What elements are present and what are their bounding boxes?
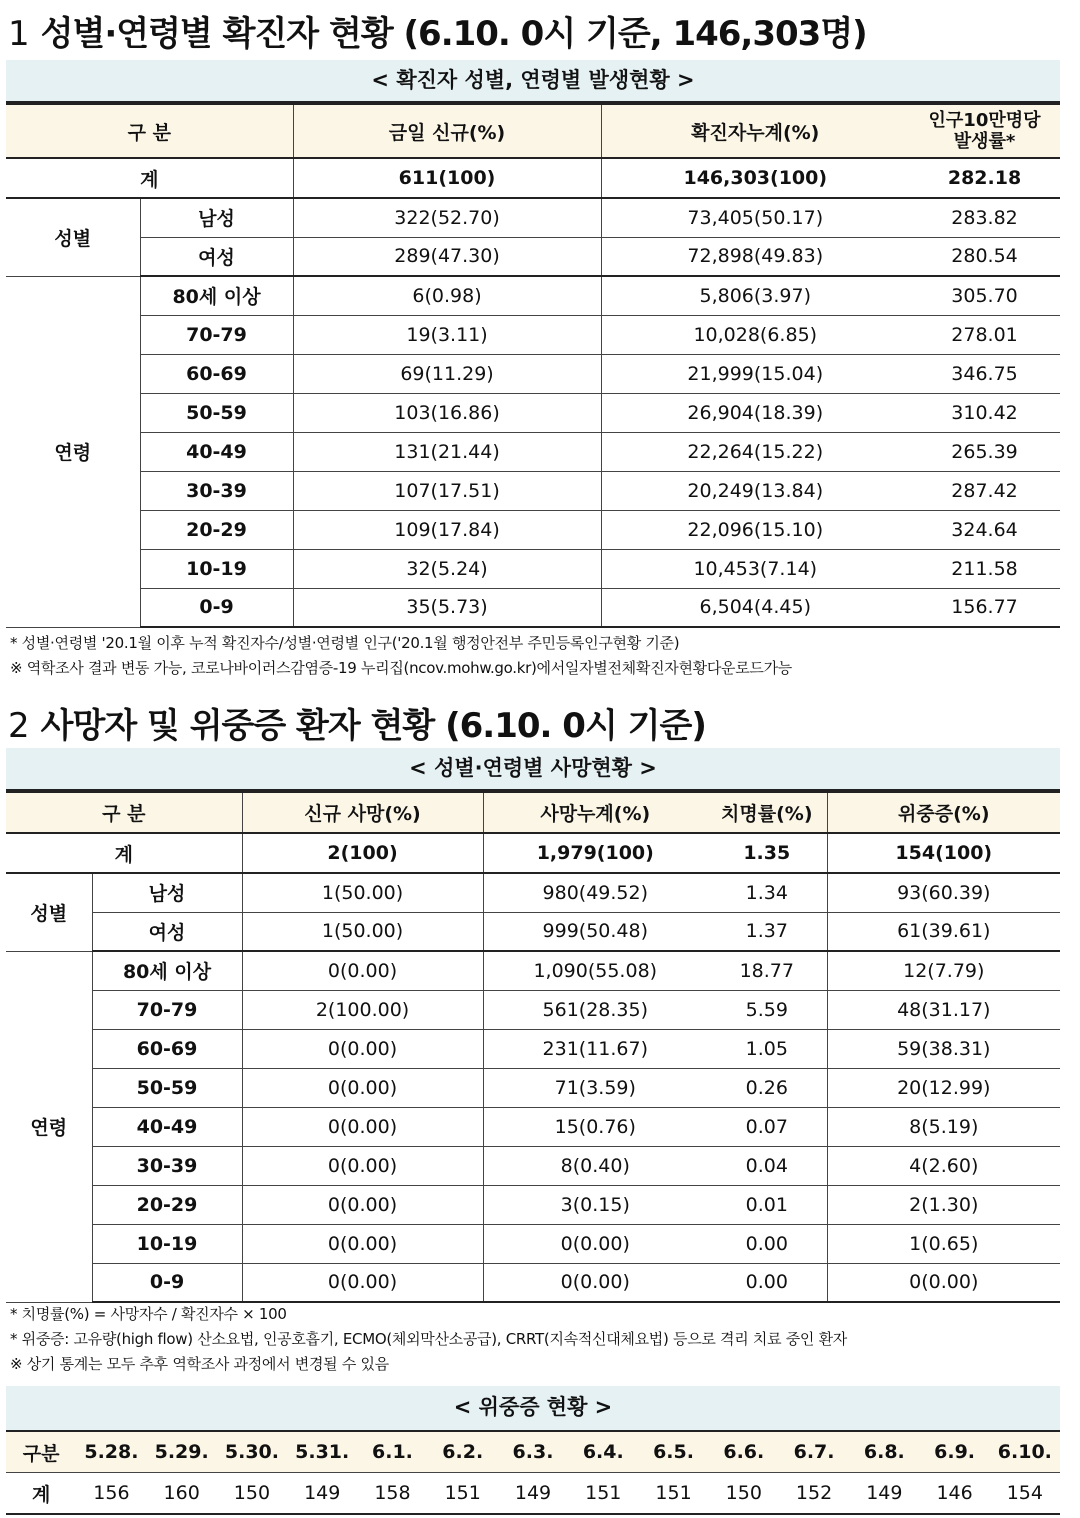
cell-new-death: 0(0.00) bbox=[242, 1068, 483, 1107]
cell-rate: 156.77 bbox=[909, 588, 1060, 627]
trend-date-cell: 6.7. bbox=[779, 1431, 849, 1473]
table-row bbox=[6, 1146, 1060, 1185]
table-row bbox=[6, 588, 1060, 627]
row-label: 20-29 bbox=[92, 1185, 242, 1224]
row-label: 50-59 bbox=[140, 393, 293, 432]
row-label: 남성 bbox=[92, 873, 242, 912]
trend-value-cell: 151 bbox=[568, 1473, 638, 1515]
cell-critical: 1(0.65) bbox=[827, 1224, 1060, 1263]
age-group-label: 연령 bbox=[6, 951, 92, 1302]
cell-new: 6(0.98) bbox=[293, 276, 601, 315]
row-label: 60-69 bbox=[140, 354, 293, 393]
cell-cumulative: 26,904(18.39) bbox=[601, 393, 909, 432]
trend-value-cell: 151 bbox=[428, 1473, 498, 1515]
total-label: 계 bbox=[6, 833, 242, 873]
row-label: 10-19 bbox=[92, 1224, 242, 1263]
note: * 성별·연령별 '20.1월 이후 누적 확진자수/성별·연령별 인구('20.1월 행정안전부 주민등록인구현황 기준) bbox=[10, 634, 680, 652]
table-row bbox=[6, 510, 1060, 549]
cell-cum-death: 0(0.00) bbox=[483, 1263, 707, 1302]
cell-cumulative: 22,264(15.22) bbox=[601, 432, 909, 471]
table-row bbox=[6, 471, 1060, 510]
row-label: 60-69 bbox=[92, 1029, 242, 1068]
cell-cumulative: 10,453(7.14) bbox=[601, 549, 909, 588]
total-label: 계 bbox=[6, 158, 293, 198]
cell-new-death: 0(0.00) bbox=[242, 1029, 483, 1068]
section2-caption: < 성별·연령별 사망현황 > bbox=[6, 748, 1060, 791]
trend-date-cell: 6.8. bbox=[849, 1431, 919, 1473]
section2-title bbox=[8, 698, 706, 747]
total-cumulative: 146,303(100) bbox=[601, 158, 909, 198]
note: ※ 역학조사 결과 변동 가능, 코로나바이러스감염증-19 누리집(ncov.mohw.go.kr)에서일자별전체확진자현황다운로드가능 bbox=[10, 659, 792, 677]
cell-cumulative: 6,504(4.45) bbox=[601, 588, 909, 627]
age-group-label: 연령 bbox=[6, 276, 140, 627]
trend-date-cell: 6.5. bbox=[638, 1431, 708, 1473]
trend-date-cell: 6.10. bbox=[990, 1431, 1060, 1473]
critical-trend-caption: < 위중증 현황 > bbox=[6, 1386, 1060, 1430]
trend-date-cell: 6.4. bbox=[568, 1431, 638, 1473]
cell-fatality: 18.77 bbox=[707, 951, 827, 990]
note: * 치명률(%) = 사망자수 / 확진자수 × 100 bbox=[10, 1305, 287, 1323]
section2-heading: 사망자 및 위중증 환자 현황 (6.10. 0시 기준) bbox=[40, 706, 706, 746]
cell-rate: 265.39 bbox=[909, 432, 1060, 471]
table1-total-row bbox=[6, 158, 1060, 198]
row-label: 남성 bbox=[140, 198, 293, 237]
table-row bbox=[6, 1224, 1060, 1263]
total-new: 611(100) bbox=[293, 158, 601, 198]
cell-cumulative: 22,096(15.10) bbox=[601, 510, 909, 549]
cell-rate: 305.70 bbox=[909, 276, 1060, 315]
table-row bbox=[6, 549, 1060, 588]
cell-fatality: 1.37 bbox=[707, 912, 827, 951]
table-row bbox=[6, 432, 1060, 471]
cell-rate: 211.58 bbox=[909, 549, 1060, 588]
trend-value-cell: 149 bbox=[498, 1473, 568, 1515]
cell-fatality: 0.00 bbox=[707, 1224, 827, 1263]
section1-number: 1 bbox=[8, 14, 29, 54]
header-fatality: 치명률(%) bbox=[707, 792, 827, 833]
cell-new-death: 0(0.00) bbox=[242, 1185, 483, 1224]
trend-value-cell: 160 bbox=[147, 1473, 217, 1515]
total-critical: 154(100) bbox=[827, 833, 1060, 873]
header-new: 금일 신규(%) bbox=[293, 104, 601, 158]
table-row bbox=[6, 1107, 1060, 1146]
header-rate bbox=[909, 104, 1060, 158]
total-rate: 282.18 bbox=[909, 158, 1060, 198]
sex-group-label: 성별 bbox=[6, 873, 92, 951]
table-row bbox=[6, 276, 1060, 315]
table-row bbox=[6, 1068, 1060, 1107]
cell-new-death: 0(0.00) bbox=[242, 1107, 483, 1146]
trend-value-cell: 146 bbox=[919, 1473, 989, 1515]
table2-header-row bbox=[6, 792, 1060, 833]
cell-cum-death: 71(3.59) bbox=[483, 1068, 707, 1107]
table-row bbox=[6, 990, 1060, 1029]
header-cumulative: 확진자누계(%) bbox=[601, 104, 909, 158]
row-label: 70-79 bbox=[140, 315, 293, 354]
cell-cum-death: 0(0.00) bbox=[483, 1224, 707, 1263]
note: * 위중증: 고유량(high flow) 산소요법, 인공호흡기, ECMO(체외막산소공급), CRRT(지속적신대체요법) 등으로 격리 치료 중인 환자 bbox=[10, 1330, 847, 1348]
table-row bbox=[6, 315, 1060, 354]
sex-group-label: 성별 bbox=[6, 198, 140, 276]
cell-new: 322(52.70) bbox=[293, 198, 601, 237]
header-cum-death: 사망누계(%) bbox=[483, 792, 707, 833]
cell-new-death: 2(100.00) bbox=[242, 990, 483, 1029]
cell-critical: 4(2.60) bbox=[827, 1146, 1060, 1185]
total-new-death: 2(100) bbox=[242, 833, 483, 873]
trend-date-cell: 5.30. bbox=[217, 1431, 287, 1473]
cell-fatality: 0.26 bbox=[707, 1068, 827, 1107]
cell-new: 103(16.86) bbox=[293, 393, 601, 432]
header-rate-line2: 발생률* bbox=[953, 131, 1016, 152]
cell-new-death: 1(50.00) bbox=[242, 912, 483, 951]
row-label: 80세 이상 bbox=[92, 951, 242, 990]
header-category: 구 분 bbox=[6, 792, 242, 833]
trend-date-cell: 5.28. bbox=[76, 1431, 146, 1473]
cell-critical: 0(0.00) bbox=[827, 1263, 1060, 1302]
cell-critical: 12(7.79) bbox=[827, 951, 1060, 990]
trend-header-label: 구분 bbox=[6, 1431, 76, 1473]
cell-new: 107(17.51) bbox=[293, 471, 601, 510]
header-new-death: 신규 사망(%) bbox=[242, 792, 483, 833]
table-row bbox=[6, 237, 1060, 276]
row-label: 20-29 bbox=[140, 510, 293, 549]
cell-new-death: 1(50.00) bbox=[242, 873, 483, 912]
cell-fatality: 0.07 bbox=[707, 1107, 827, 1146]
trend-date-cell: 6.1. bbox=[357, 1431, 427, 1473]
cell-cum-death: 999(50.48) bbox=[483, 912, 707, 951]
cell-fatality: 0.00 bbox=[707, 1263, 827, 1302]
section2-notes bbox=[10, 1302, 847, 1377]
cell-new-death: 0(0.00) bbox=[242, 1146, 483, 1185]
cell-rate: 310.42 bbox=[909, 393, 1060, 432]
cell-rate: 280.54 bbox=[909, 237, 1060, 276]
cell-new: 131(21.44) bbox=[293, 432, 601, 471]
cell-cum-death: 561(28.35) bbox=[483, 990, 707, 1029]
trend-date-cell: 6.9. bbox=[919, 1431, 989, 1473]
row-label: 여성 bbox=[92, 912, 242, 951]
cell-cum-death: 8(0.40) bbox=[483, 1146, 707, 1185]
cell-fatality: 0.04 bbox=[707, 1146, 827, 1185]
table-row bbox=[6, 393, 1060, 432]
cell-rate: 278.01 bbox=[909, 315, 1060, 354]
cell-rate: 346.75 bbox=[909, 354, 1060, 393]
cell-critical: 48(31.17) bbox=[827, 990, 1060, 1029]
row-label: 50-59 bbox=[92, 1068, 242, 1107]
table-row bbox=[6, 354, 1060, 393]
table-row bbox=[6, 198, 1060, 237]
section1-title bbox=[8, 6, 867, 55]
confirmed-cases-table bbox=[6, 103, 1060, 628]
row-label: 여성 bbox=[140, 237, 293, 276]
deaths-table bbox=[6, 791, 1060, 1303]
row-label: 30-39 bbox=[92, 1146, 242, 1185]
cell-rate: 283.82 bbox=[909, 198, 1060, 237]
cell-new: 19(3.11) bbox=[293, 315, 601, 354]
cell-fatality: 1.34 bbox=[707, 873, 827, 912]
cell-new: 69(11.29) bbox=[293, 354, 601, 393]
trend-value-cell: 149 bbox=[849, 1473, 919, 1515]
row-label: 0-9 bbox=[140, 588, 293, 627]
trend-value-cell: 152 bbox=[779, 1473, 849, 1515]
header-rate-line1: 인구10만명당 bbox=[928, 110, 1041, 131]
cell-cum-death: 231(11.67) bbox=[483, 1029, 707, 1068]
trend-value-cell: 156 bbox=[76, 1473, 146, 1515]
section1-caption: < 확진자 성별, 연령별 발생현황 > bbox=[6, 60, 1060, 103]
trend-value-cell: 149 bbox=[287, 1473, 357, 1515]
total-cum-death: 1,979(100) bbox=[483, 833, 707, 873]
section2-number: 2 bbox=[8, 706, 29, 746]
cell-cumulative: 20,249(13.84) bbox=[601, 471, 909, 510]
cell-cumulative: 10,028(6.85) bbox=[601, 315, 909, 354]
table-row bbox=[6, 1029, 1060, 1068]
trend-date-cell: 6.2. bbox=[428, 1431, 498, 1473]
cell-critical: 8(5.19) bbox=[827, 1107, 1060, 1146]
trend-value-cell: 154 bbox=[990, 1473, 1060, 1515]
trend-date-cell: 6.3. bbox=[498, 1431, 568, 1473]
cell-critical: 59(38.31) bbox=[827, 1029, 1060, 1068]
cell-cumulative: 21,999(15.04) bbox=[601, 354, 909, 393]
row-label: 40-49 bbox=[140, 432, 293, 471]
cell-fatality: 0.01 bbox=[707, 1185, 827, 1224]
header-critical: 위중증(%) bbox=[827, 792, 1060, 833]
trend-date-cell: 5.31. bbox=[287, 1431, 357, 1473]
cell-cum-death: 1,090(55.08) bbox=[483, 951, 707, 990]
row-label: 0-9 bbox=[92, 1263, 242, 1302]
trend-dates-row bbox=[6, 1431, 1060, 1473]
total-fatality: 1.35 bbox=[707, 833, 827, 873]
table2-total-row bbox=[6, 833, 1060, 873]
row-label: 80세 이상 bbox=[140, 276, 293, 315]
row-label: 40-49 bbox=[92, 1107, 242, 1146]
cell-new-death: 0(0.00) bbox=[242, 1224, 483, 1263]
cell-new: 35(5.73) bbox=[293, 588, 601, 627]
cell-cumulative: 72,898(49.83) bbox=[601, 237, 909, 276]
cell-rate: 324.64 bbox=[909, 510, 1060, 549]
cell-fatality: 5.59 bbox=[707, 990, 827, 1029]
table1-header-row bbox=[6, 104, 1060, 158]
trend-value-cell: 150 bbox=[217, 1473, 287, 1515]
cell-critical: 2(1.30) bbox=[827, 1185, 1060, 1224]
cell-cumulative: 73,405(50.17) bbox=[601, 198, 909, 237]
note: ※ 상기 통계는 모두 추후 역학조사 과정에서 변경될 수 있음 bbox=[10, 1355, 389, 1373]
section1-notes bbox=[10, 631, 792, 681]
cell-critical: 61(39.61) bbox=[827, 912, 1060, 951]
trend-value-cell: 158 bbox=[357, 1473, 427, 1515]
cell-critical: 20(12.99) bbox=[827, 1068, 1060, 1107]
cell-new-death: 0(0.00) bbox=[242, 951, 483, 990]
trend-value-cell: 150 bbox=[709, 1473, 779, 1515]
cell-new: 32(5.24) bbox=[293, 549, 601, 588]
table-row bbox=[6, 1185, 1060, 1224]
row-label: 10-19 bbox=[140, 549, 293, 588]
cell-new: 109(17.84) bbox=[293, 510, 601, 549]
cell-cum-death: 15(0.76) bbox=[483, 1107, 707, 1146]
table-row bbox=[6, 873, 1060, 912]
table-row bbox=[6, 1263, 1060, 1302]
cell-new: 289(47.30) bbox=[293, 237, 601, 276]
cell-fatality: 1.05 bbox=[707, 1029, 827, 1068]
section1-heading: 성별·연령별 확진자 현황 (6.10. 0시 기준, 146,303명) bbox=[40, 14, 867, 54]
cell-cum-death: 980(49.52) bbox=[483, 873, 707, 912]
row-label: 30-39 bbox=[140, 471, 293, 510]
row-label: 70-79 bbox=[92, 990, 242, 1029]
cell-new-death: 0(0.00) bbox=[242, 1263, 483, 1302]
table-row bbox=[6, 912, 1060, 951]
cell-cumulative: 5,806(3.97) bbox=[601, 276, 909, 315]
trend-row-label: 계 bbox=[6, 1473, 76, 1515]
critical-trend-table bbox=[6, 1430, 1060, 1515]
cell-critical: 93(60.39) bbox=[827, 873, 1060, 912]
cell-cum-death: 3(0.15) bbox=[483, 1185, 707, 1224]
table-row bbox=[6, 951, 1060, 990]
trend-values-row bbox=[6, 1473, 1060, 1515]
trend-date-cell: 5.29. bbox=[147, 1431, 217, 1473]
trend-date-cell: 6.6. bbox=[709, 1431, 779, 1473]
cell-rate: 287.42 bbox=[909, 471, 1060, 510]
header-category: 구 분 bbox=[6, 104, 293, 158]
trend-value-cell: 151 bbox=[638, 1473, 708, 1515]
